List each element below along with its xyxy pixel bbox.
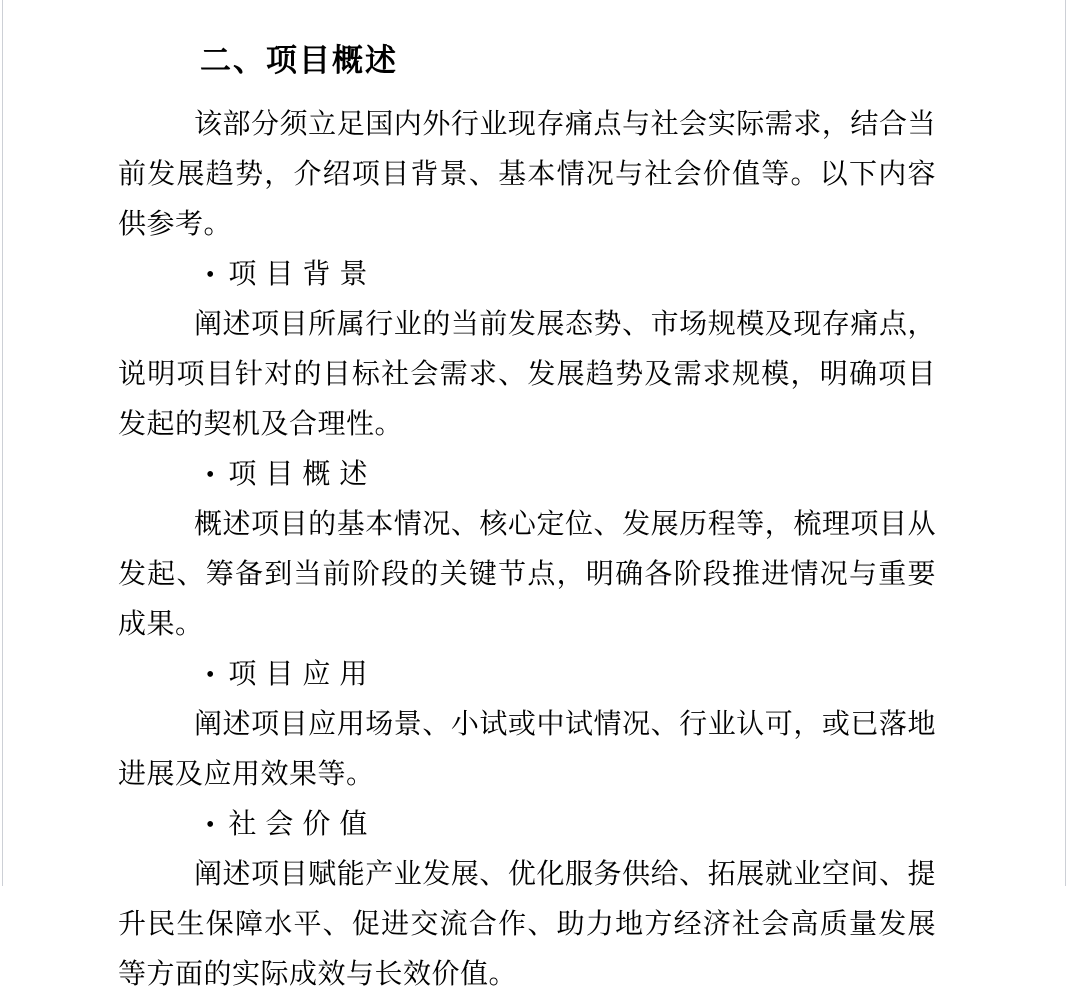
- bullet-title: 项目背景: [228, 259, 377, 290]
- section-paragraph-project-background: 阐述项目所属行业的当前发展态势、市场规模及现存痛点，说明项目针对的目标社会需求、发展趋势及需求规模，明确项目发起的契机及合理性。: [118, 309, 936, 440]
- bullet-item-project-background: [118, 250, 936, 300]
- intro-paragraph: 该部分须立足国内外行业现存痛点与社会实际需求，结合当前发展趋势，介绍项目背景、基本情况与社会价值等。以下内容供参考。: [118, 109, 936, 240]
- bullet-item-social-value: [118, 800, 936, 850]
- bullet-icon: •: [206, 812, 215, 838]
- section-paragraph-social-value: 阐述项目赋能产业发展、优化服务供给、拓展就业空间、提升民生保障水平、促进交流合作、助力地方经济社会高质量发展等方面的实际成效与长效价值。: [118, 859, 936, 990]
- bullet-title: 项目概述: [228, 459, 377, 490]
- page-right-edge: [1065, 0, 1066, 886]
- bullet-icon: •: [206, 462, 215, 488]
- section-heading: 二、项目概述: [200, 43, 398, 78]
- page-left-edge: [2, 0, 3, 886]
- bullet-icon: •: [206, 262, 215, 288]
- bullet-title: 社会价值: [228, 809, 377, 840]
- section-paragraph-project-application: 阐述项目应用场景、小试或中试情况、行业认可，或已落地进展及应用效果等。: [118, 709, 936, 790]
- bullet-icon: •: [206, 662, 215, 688]
- section-paragraph-project-overview: 概述项目的基本情况、核心定位、发展历程等，梳理项目从发起、筹备到当前阶段的关键节点，明确各阶段推进情况与重要成果。: [118, 509, 936, 640]
- document-body: [118, 0, 936, 1000]
- bullet-item-project-overview: [118, 450, 936, 500]
- bullet-title: 项目应用: [228, 659, 377, 690]
- bullet-item-project-application: [118, 650, 936, 700]
